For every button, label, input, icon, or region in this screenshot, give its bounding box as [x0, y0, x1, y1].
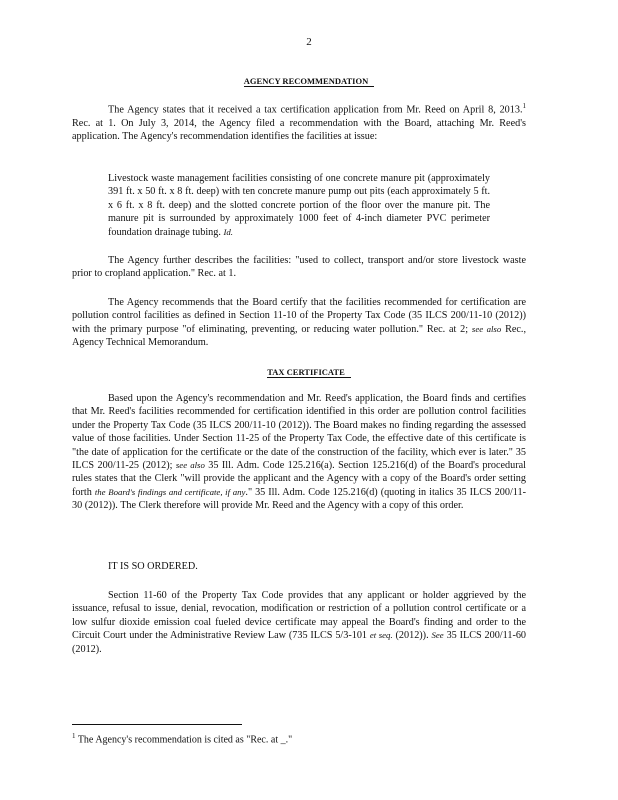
- paragraph-application-text-a: The Agency states that it received a tax certification application from Mr. Reed on April 8, 2013.: [108, 104, 523, 116]
- block-quote-text: Livestock waste management facilities consisting of one concrete manure pit (approximately 391 ft. x 50 ft. x 8 ft. deep) with ten concrete manure pump out pits (each approximately 5 ft. x 6 ft. x 8 ft. deep) and the slotted concrete portion of the floor over the manure pit. The manure pit is surrounded by approximately 1000 feet of 4-inch diameter PVC perimeter foundation drainage tubing.: [108, 173, 490, 238]
- block-quote-facilities: [108, 172, 490, 239]
- paragraph-certification-text-a: Based upon the Agency's recommendation and Mr. Reed's application, the Board finds and certifies that Mr. Reed's facilities recommended for certification identified in this order are pollution control facilities under the Property Tax Code (35 ILCS 200/11-10 (2012)). The Board makes no finding regarding the assessed value of those facilities. Under Section 11-25 of the Property Tax Code, the effective date of this certificate is "the date of application for the certificate or the date of the construction of the facility, which ever is later." 35 ILCS 200/11-25 (2012);: [72, 393, 526, 472]
- see-also-signal: see also: [175, 460, 205, 471]
- see-signal: See: [431, 630, 444, 641]
- so-ordered-text: IT IS SO ORDERED.: [108, 561, 198, 572]
- footnote-number: 1: [72, 732, 76, 740]
- heading-agency-recommendation: [0, 76, 618, 86]
- paragraph-description-text: The Agency further describes the facilities: "used to collect, transport and/or store livestock waste prior to cropland application." Rec. at 1.: [72, 255, 526, 280]
- paragraph-application-text-b: Rec. at 1. On July 3, 2014, the Agency filed a recommendation with the Board, attaching Mr. Reed's application. The Agency's recommendation identifies the facilities at issue:: [72, 117, 526, 143]
- paragraph-certification-text-b: 35 Ill. Adm. Code 125.216(a). Section 125.216(d) of the Board's procedural rules states that the Clerk "will provide the applicant and the Agency with a copy of the Board's order setting forth: [72, 460, 526, 498]
- paragraph-certification: [72, 392, 526, 513]
- paragraph-description: [72, 254, 526, 281]
- see-also-signal: see also: [471, 323, 502, 334]
- paragraph-recommends-text-b: Rec., Agency Technical Memorandum.: [72, 323, 527, 349]
- paragraph-appeal-text-a: Section 11-60 of the Property Tax Code provides that any applicant or holder aggrieved by the issuance, refusal to issue, denial, revocation, modification or restriction of a pollution control certificate or a low sulfur dioxide emission coal fueled device certificate may appeal the Board's finding and order to the Circuit Court under the Administrative Review Law (735 ILCS 5/3-101: [72, 590, 526, 642]
- footnote-ref: 1: [522, 102, 526, 110]
- paragraph-recommends: [72, 296, 526, 350]
- paragraph-certification-text-c: ." 35 Ill. Adm. Code 125.216(d) (quoting in italics 35 ILCS 200/11-30 (2012)). The Clerk therefore will provide Mr. Reed and the Agency with a copy of this order.: [72, 486, 527, 512]
- block-quote-id: Id.: [223, 226, 233, 237]
- heading-tax-certificate: [0, 367, 618, 377]
- paragraph-recommends-text-a: The Agency recommends that the Board certify that the facilities recommended for certification are pollution control facilities as defined in Section 11-10 of the Property Tax Code (35 ILCS 200/11-10 (2012)) with the primary purpose "of eliminating, preventing, or reducing water pollution." Rec. at 2;: [72, 297, 526, 335]
- so-ordered: [108, 560, 408, 573]
- italic-quotation: the Board's findings and certificate, if any: [94, 486, 246, 497]
- paragraph-application: [72, 100, 526, 144]
- footnote-text: The Agency's recommendation is cited as "Rec. at _.": [77, 734, 293, 746]
- footnote-divider: [72, 724, 242, 725]
- heading-agency-recommendation-text: AGENCY RECOMMENDATION: [244, 76, 374, 87]
- paragraph-appeal-text-b: (2012)).: [395, 630, 429, 642]
- footnote: [72, 732, 292, 745]
- heading-tax-certificate-text: TAX CERTIFICATE: [267, 367, 351, 378]
- et-seq-signal: et seq.: [369, 630, 393, 641]
- paragraph-appeal-text-c: 35 ILCS 200/11-60 (2012).: [72, 630, 527, 655]
- page-number: 2: [306, 36, 312, 48]
- paragraph-appeal: [72, 589, 526, 656]
